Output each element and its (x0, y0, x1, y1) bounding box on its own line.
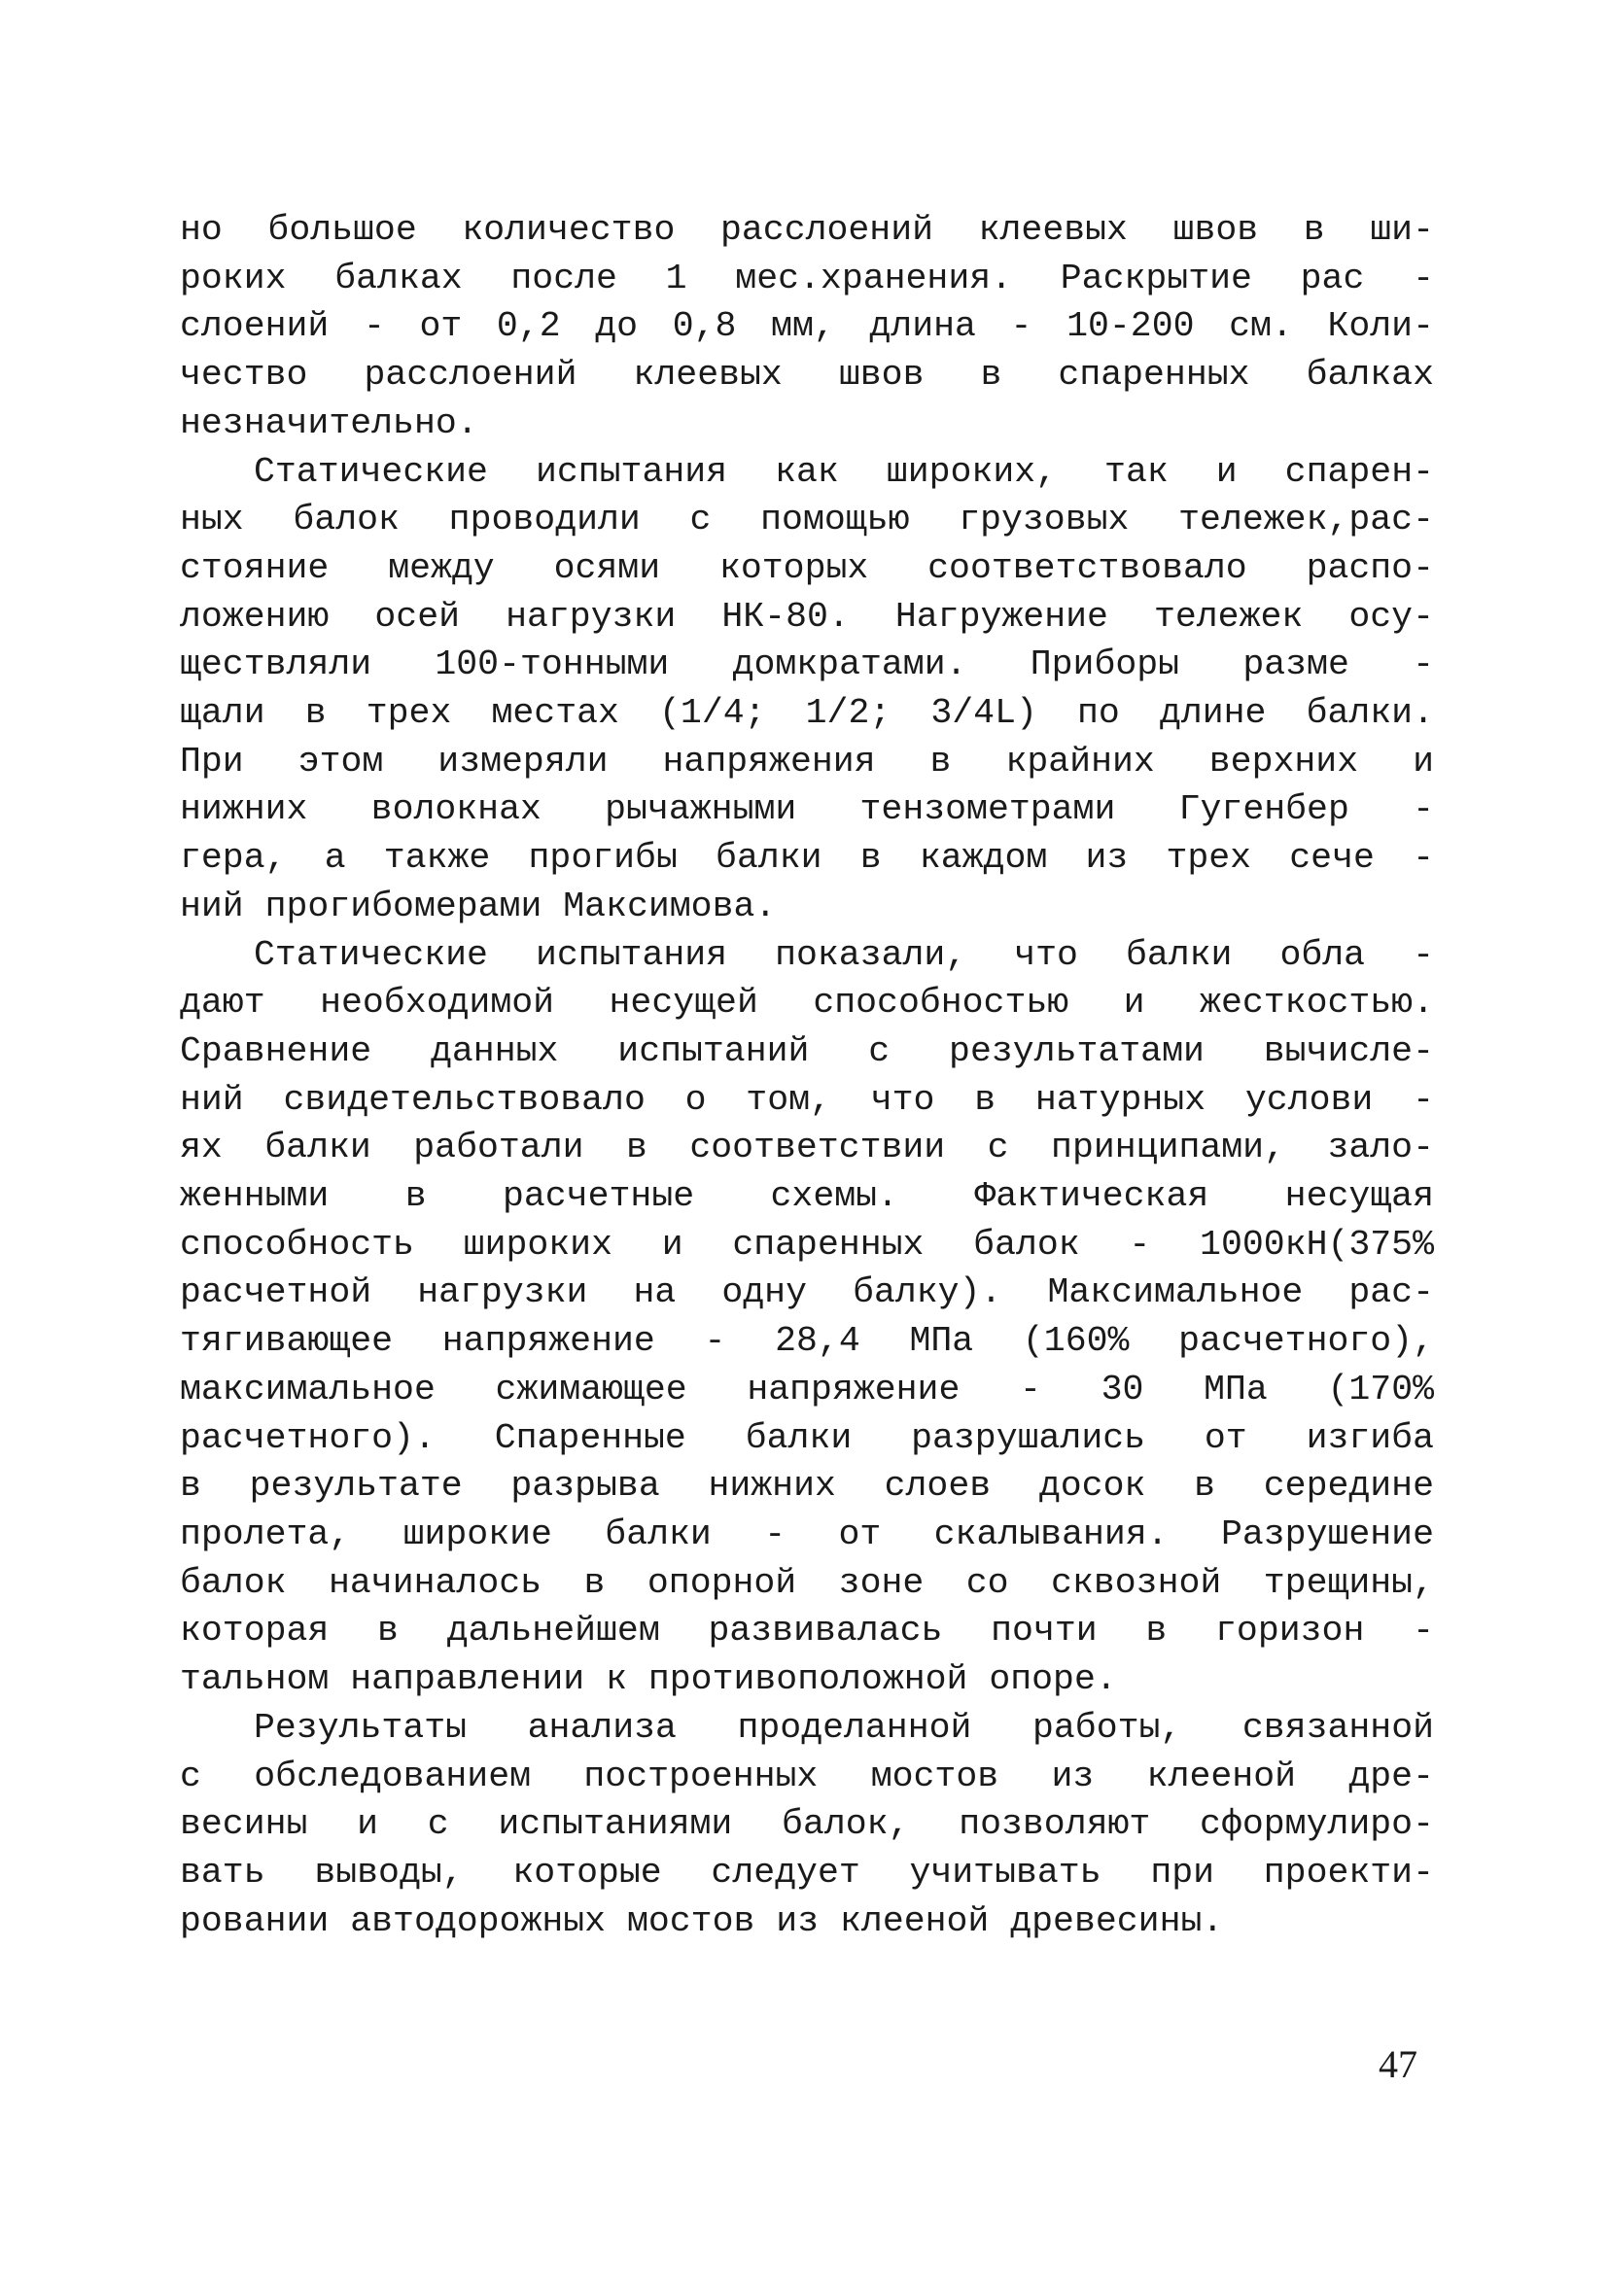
text-line: ний прогибомерами Максимова. (180, 886, 777, 926)
text-line: в результате разрыва нижних слоев досок в середине (180, 1466, 1434, 1507)
text-line: пролета, широкие балки - от скалывания. Разрушение (180, 1513, 1434, 1554)
text-line: Результаты анализа проделанной работы, связанной (254, 1707, 1434, 1748)
text-line: ложению осей нагрузки НК-80. Нагружение тележек осу- (180, 596, 1434, 637)
text-line: ществляли 100-тонными домкратами. Приборы разме - (180, 644, 1434, 685)
text-line: нижних волокнах рычажными тензометрами Гугенбер - (180, 789, 1434, 830)
text-line: Статические испытания как широких, так и спарен- (254, 451, 1434, 492)
text-line: вать выводы, которые следует учитывать при проекти- (180, 1852, 1434, 1893)
text-line: щали в трех местах (1/4; 1/2; 3/4L) по длине балки. (180, 693, 1434, 734)
body-text (180, 206, 1434, 1945)
text-line: тягивающее напряжение - 28,4 МПа (160% расчетного), (180, 1321, 1434, 1362)
text-line: тальном направлении к противоположной опоре. (180, 1659, 1117, 1700)
text-line: При этом измеряли напряжения в крайних верхних и (180, 741, 1434, 782)
text-line: Сравнение данных испытаний с результатами вычисле- (180, 1030, 1434, 1071)
text-line: ях балки работали в соответствии с принципами, зало- (180, 1128, 1434, 1168)
text-line: максимальное сжимающее напряжение - 30 МПа (170% (180, 1369, 1434, 1409)
text-line: женными в расчетные схемы. Фактическая несущая (180, 1176, 1434, 1217)
text-line: Статические испытания показали, что балки обла - (254, 934, 1434, 975)
text-line: которая в дальнейшем развивалась почти в горизон - (180, 1611, 1434, 1652)
text-line: ний свидетельствовало о том, что в натурных услови - (180, 1079, 1434, 1120)
text-line: но большое количество расслоений клеевых швов в ши- (180, 210, 1434, 250)
text-line: с обследованием построенных мостов из клееной дре- (180, 1756, 1434, 1796)
text-line: балок начиналось в опорной зоне со сквозной трещины, (180, 1562, 1434, 1603)
text-line: гера, а также прогибы балки в каждом из трех сече - (180, 838, 1434, 879)
text-line: ровании автодорожных мостов из клееной древесины. (180, 1900, 1224, 1941)
text-line: расчетной нагрузки на одну балку). Максимальное рас- (180, 1272, 1434, 1313)
text-line: незначительно. (180, 402, 478, 443)
text-line: слоений - от 0,2 до 0,8 мм, длина - 10-200 см. Коли- (180, 306, 1434, 347)
paragraph-2 (180, 448, 1434, 931)
paragraph-3 (180, 931, 1434, 1704)
text-line: расчетного). Спаренные балки разрушались от изгиба (180, 1417, 1434, 1458)
paragraph-4 (180, 1704, 1434, 1946)
page-number: 47 (1379, 2042, 1417, 2086)
text-line: чество расслоений клеевых швов в спаренных балках (180, 355, 1434, 396)
text-line: весины и с испытаниями балок, позволяют сформулиро- (180, 1804, 1434, 1845)
text-line: ных балок проводили с помощью грузовых тележек,рас- (180, 500, 1434, 540)
paragraph-1 (180, 206, 1434, 448)
text-line: дают необходимой несущей способностью и жесткостью. (180, 983, 1434, 1024)
text-line: роких балках после 1 мес.хранения. Раскрытие рас - (180, 258, 1434, 298)
text-line: способность широких и спаренных балок - 1000кН(375% (180, 1224, 1434, 1265)
text-line: стояние между осями которых соответствовало распо- (180, 547, 1434, 588)
